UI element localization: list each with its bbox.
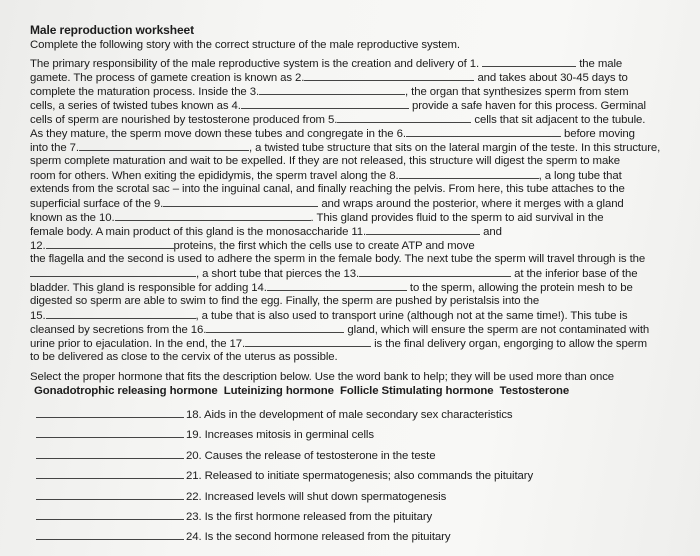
blank-14[interactable]	[267, 281, 407, 291]
story-line: The primary responsibility of the male reproductive system is the creation and delivery of 1. the male	[30, 58, 623, 70]
answer-blank[interactable]	[36, 490, 184, 500]
story-line: cells of sperm are nourished by testosterone produced from 5. cells that sit adjacent to the tubule.	[30, 114, 646, 126]
question-21: 21. Released to initiate spermatogenesis; also commands the pituitary	[36, 469, 533, 483]
story-line: sperm complete maturation and wait to be expelled. If they are not released, this structure will digest the sperm to make	[30, 155, 621, 167]
question-22: 22. Increased levels will shut down spermatogenesis	[36, 490, 446, 504]
blank-16[interactable]	[206, 323, 344, 333]
blank-4[interactable]	[241, 99, 409, 109]
hormone-instructions: Select the proper hormone that fits the description below. Use the word bank to help; they will be used more than once	[30, 371, 615, 383]
question-23: 23. Is the first hormone released from the pituitary	[36, 510, 432, 524]
blank-2[interactable]	[304, 71, 474, 81]
blank-17[interactable]	[245, 337, 371, 347]
story-instructions: Complete the following story with the correct structure of the male reproductive system.	[30, 39, 460, 51]
story-line: known as the 10. . This gland provides fluid to the sperm to aid survival in the	[30, 212, 604, 224]
blank-6[interactable]	[406, 127, 561, 137]
blank-13[interactable]	[359, 267, 511, 277]
story-line: the flagella and the second is used to adhere the sperm in the female body. The next tube the sperm will travel through is the	[30, 253, 646, 265]
question-19: 19. Increases mitosis in germinal cells	[36, 428, 374, 442]
blank-5[interactable]	[337, 113, 471, 123]
question-20: 20. Causes the release of testosterone in the teste	[36, 449, 435, 463]
word-bank-item: Follicle Stimulating hormone	[340, 385, 494, 397]
word-bank-item: Testosterone	[499, 385, 570, 397]
story-line: complete the maturation process. Inside the 3. , the organ that synthesizes sperm from stem	[30, 86, 629, 98]
blank-urethra[interactable]	[30, 267, 196, 277]
blank-15[interactable]	[46, 309, 196, 319]
answer-blank[interactable]	[36, 530, 184, 540]
story-line: into the 7. , a twisted tube structure that sits on the lateral margin of the teste. In this structure,	[30, 142, 661, 154]
word-bank-item: Gonadotrophic releasing hormone	[34, 385, 218, 397]
story-line: cells, a series of twisted tubes known as 4. provide a safe haven for this process. Germinal	[30, 100, 646, 112]
story-line: digested so sperm are able to swim to find the egg. Finally, the sperm are pushed by peristalsis into the	[30, 295, 540, 307]
blank-8[interactable]	[399, 169, 539, 179]
answer-blank[interactable]	[36, 469, 184, 479]
answer-blank[interactable]	[36, 510, 184, 520]
worksheet-title: Male reproduction worksheet	[30, 23, 194, 37]
blank-11[interactable]	[366, 225, 480, 235]
story-line: extends from the scrotal sac – into the inguinal canal, and finally reaching the pelvis. From here, this tube attaches to the	[30, 183, 625, 195]
question-24: 24. Is the second hormone released from the pituitary	[36, 530, 450, 544]
blank-1[interactable]	[482, 57, 576, 67]
story-line: cleansed by secretions from the 16. gland, which will ensure the sperm are not contaminated with	[30, 324, 650, 336]
answer-blank[interactable]	[36, 428, 184, 438]
story-line: bladder. This gland is responsible for adding 14. to the sperm, allowing the protein mesh to be	[30, 282, 633, 294]
question-18: 18. Aids in the development of male secondary sex characteristics	[36, 408, 513, 422]
story-line: room for others. When exiting the epididymis, the sperm travel along the 8. , a long tube that	[30, 170, 622, 182]
story-line: 12. proteins, the first which the cells use to create ATP and move	[30, 240, 475, 252]
story-line: 15. , a tube that is also used to transport urine (although not at the same time!). This tube is	[30, 310, 628, 322]
blank-10[interactable]	[115, 211, 311, 221]
word-bank	[34, 385, 569, 398]
answer-blank[interactable]	[36, 449, 184, 459]
story-line: urine prior to ejaculation. In the end, the 17. is the final delivery organ, engorging to allow the sperm	[30, 338, 648, 350]
blank-12[interactable]	[46, 239, 174, 249]
story-line: , a short tube that pierces the 13. at the inferior base of the	[30, 267, 637, 281]
blank-7[interactable]	[79, 141, 249, 151]
story-line: to be delivered as close to the cervix of the uterus as possible.	[30, 351, 338, 363]
story-line: female body. A main product of this gland is the monosaccharide 11. and	[30, 226, 502, 238]
blank-3[interactable]	[259, 85, 405, 95]
story-line: As they mature, the sperm move down these tubes and congregate in the 6. before moving	[30, 128, 635, 140]
blank-9[interactable]	[163, 197, 318, 207]
answer-blank[interactable]	[36, 408, 184, 418]
story-line: superficial surface of the 9. and wraps around the posterior, where it merges with a gland	[30, 198, 624, 210]
word-bank-item: Luteinizing hormone	[223, 385, 334, 397]
story-line: gamete. The process of gamete creation is known as 2. and takes about 30-45 days to	[30, 72, 628, 84]
